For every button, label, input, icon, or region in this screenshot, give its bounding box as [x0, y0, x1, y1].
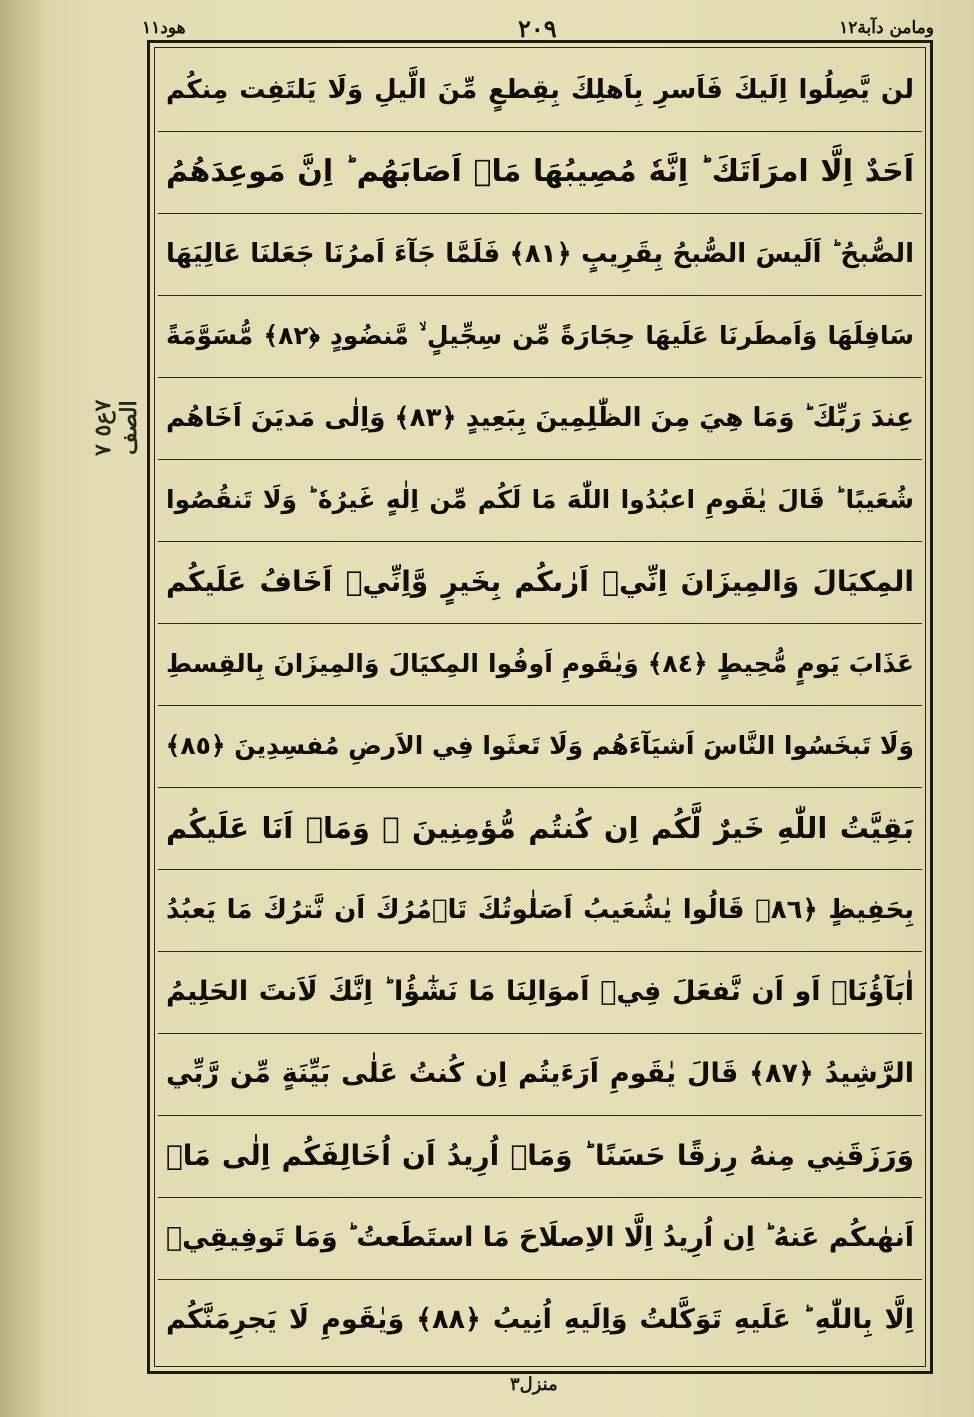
text-line-7: المِكيَالَ وَالمِيزَانَ اِنِّيۤ اَرٰىكُم بِخَيرٍ وَّاِنِّيۤ اَخَافُ عَلَيكُم [158, 543, 922, 624]
surah-header-label: هود١١ [142, 18, 186, 38]
text-line-11: بِحَفِيظٍ ﴿٨٦﴾ قَالُوا يٰشُعَيبُ اَصَلٰوتُكَ تَاۡمُرُكَ اَن نَّترُكَ مَا يَعبُدُ [158, 871, 922, 952]
page-number: ٢٠٩ [518, 14, 557, 43]
text-line-9: وَلَا تَبخَسُوا النَّاسَ اَشيَآءَهُم وَلَا تَعثَوا فِي الاَرضِ مُفسِدِينَ ﴿٨٥﴾ [158, 707, 922, 788]
ruku-margin-marker: ٧ع٥ ٧ الصف [90, 399, 142, 457]
text-line-8: عَذَابَ يَومٍ مُّحِيطٍ ﴿٨٤﴾ وَيٰقَومِ اَوفُوا المِكيَالَ وَالمِيزَانَ بِالقِسطِ [158, 625, 922, 706]
verse-text-area [158, 51, 922, 1363]
text-line-14: وَرَزَقَنِي مِنهُ رِزقًا حَسَنًا ؕ وَمَاۤ اُرِيدُ اَن اُخَالِفَكُم اِلٰى مَاۤ [158, 1117, 922, 1198]
text-line-16: اِلَّا بِاللّٰهِ ؕ عَلَيهِ تَوَكَّلتُ وَاِلَيهِ اُنِيبُ ﴿٨٨﴾ وَيٰقَومِ لَا يَجرِمَنَّكُم [166, 1304, 915, 1335]
book-spine-shadow [0, 0, 48, 1417]
text-line-3: الصُّبحُ ؕ اَلَيسَ الصُّبحُ بِقَرِيبٍ ﴿٨١﴾ فَلَمَّا جَآءَ اَمرُنَا جَعَلنَا عَالِيَهَا [158, 215, 922, 296]
manzil-footer: منزل٣ [510, 1374, 558, 1395]
text-line-5: عِندَ رَبِّكَ ؕ وَمَا هِيَ مِنَ الظّٰلِمِينَ بِبَعِيدٍ ﴿٨٣﴾ وَاِلٰى مَديَنَ اَخَاهُم [158, 379, 922, 460]
text-line-15: اَنهٰىكُم عَنهُ ؕ اِن اُرِيدُ اِلَّا الاِصلَاحَ مَا استَطَعتُ ؕ وَمَا تَوفِيقِيۤ [158, 1199, 922, 1280]
text-line-12: اٰبَآؤُنَاۤ اَو اَن نَّفعَلَ فِيۤ اَموَالِنَا مَا نَشٰٓؤُا ؕ اِنَّكَ لَاَنتَ الحَلِيمُ [158, 953, 922, 1034]
text-line-2: اَحَدٌ اِلَّا امرَاَتَكَ ؕ اِنَّهٗ مُصِيبُهَا مَاۤ اَصَابَهُم ؕ اِنَّ مَوعِدَهُمُ [158, 133, 922, 214]
text-line-10: بَقِيَّتُ اللّٰهِ خَيرٌ لَّكُم اِن كُنتُم مُّؤمِنِينَ ۚ وَمَاۤ اَنَا عَلَيكُم [158, 789, 922, 870]
text-line-6: شُعَيبًا ؕ قَالَ يٰقَومِ اعبُدُوا اللّٰهَ مَا لَكُم مِّن اِلٰهٍ غَيرُهٗ ؕ وَلَا تَنقُصُوا [158, 461, 922, 542]
text-line-4: سَافِلَهَا وَاَمطَرنَا عَلَيهَا حِجَارَةً مِّن سِجِّيلٍ ۙ مَّنضُودٍ ﴿٨٢﴾ مُّسَوَّمَةً [158, 297, 922, 378]
para-header-label: ومامن دآبة١٢ [839, 18, 934, 38]
text-line-1: لن يَّصِلُوا اِلَيكَ فَاَسرِ بِاَهلِكَ بِقِطعٍ مِّنَ الَّيلِ وَلَا يَلتَفِت مِنكُم [158, 51, 922, 132]
text-line-13: الرَّشِيدُ ﴿٨٧﴾ قَالَ يٰقَومِ اَرَءَيتُم اِن كُنتُ عَلٰى بَيِّنَةٍ مِّن رَّبِّي [158, 1035, 922, 1116]
page-header [142, 14, 934, 43]
